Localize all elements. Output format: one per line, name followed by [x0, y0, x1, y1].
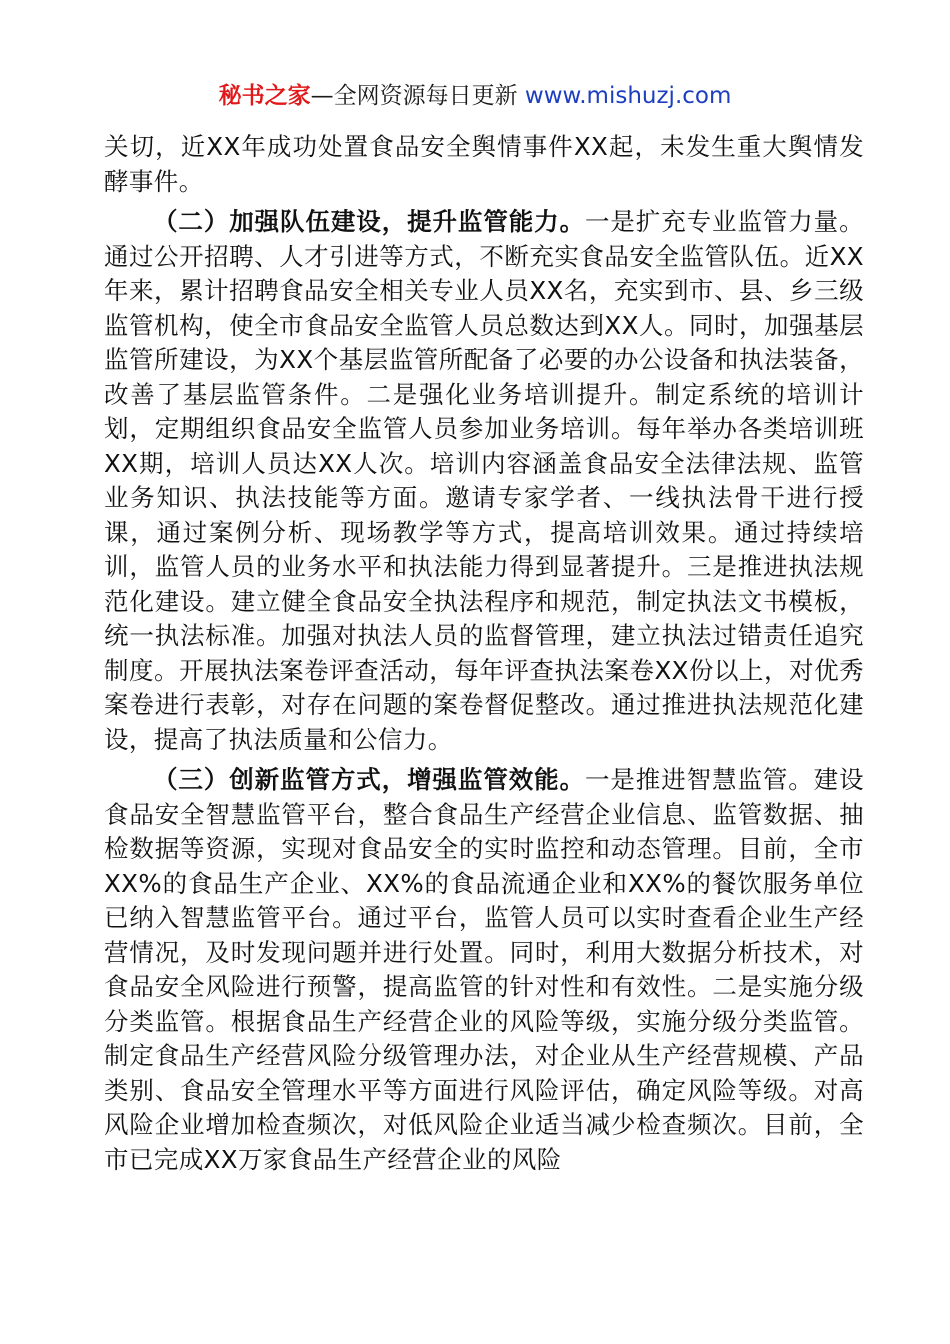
section-heading: （三）创新监管方式，增强监管效能。 [153, 765, 585, 794]
paragraph-text: 一是扩充专业监管力量。通过公开招聘、人才引进等方式，不断充实食品安全监管队伍。近XX年来，累计招聘食品安全相关专业人员XX名，充实到市、县、乡三级监管机构，使全市食品安全监管人员总数达到XX人。同时，加强基层监管所建设，为XX个基层监管所配备了必要的办公设备和执法装备，改善了基层监管条件。二是强化业务培训提升。制定系统的培训计划，定期组织食品安全监管人员参加业务培训。每年举办各类培训班XX期，培训人员达XX人次。培训内容涵盖食品安全法律法规、监管业务知识、执法技能等方面。邀请专家学者、一线执法骨干进行授课，通过案例分析、现场教学等方式，提高培训效果。通过持续培训，监管人员的业务水平和执法能力得到显著提升。三是推进执法规范化建设。建立健全食品安全执法程序和规范，制定执法文书模板，统一执法标准。加强对执法人员的监督管理，建立执法过错责任追究制度。开展执法案卷评查活动，每年评查执法案卷XX份以上，对优秀案卷进行表彰，对存在问题的案卷督促整改。通过推进执法规范化建设，提高了执法质量和公信力。 [104, 207, 864, 754]
paragraph-continuation [104, 130, 864, 199]
paragraph-text: 关切，近XX年成功处置食品安全舆情事件XX起，未发生重大舆情发酵事件。 [104, 132, 864, 196]
paragraph-team-building [104, 205, 864, 757]
paragraph-text: 一是推进智慧监管。建设食品安全智慧监管平台，整合食品生产经营企业信息、监管数据、抽检数据等资源，实现对食品安全的实时监控和动态管理。目前，全市XX%的食品生产企业、XX%的食品流通企业和XX%的餐饮服务单位已纳入智慧监管平台。通过平台，监管人员可以实时查看企业生产经营情况，及时发现问题并进行处置。同时，利用大数据分析技术，对食品安全风险进行预警，提高监管的针对性和有效性。二是实施分级分类监管。根据食品生产经营企业的风险等级，实施分级分类监管。制定食品生产经营风险分级管理办法，对企业从生产经营规模、产品类别、食品安全管理水平等方面进行风险评估，确定风险等级。对高风险企业增加检查频次，对低风险企业适当减少检查频次。目前，全市已完成XX万家食品生产经营企业的风险 [104, 765, 864, 1174]
section-heading: （二）加强队伍建设，提升监管能力。 [153, 207, 585, 236]
site-brand: 秘书之家 [218, 83, 311, 109]
header-tagline: —全网资源每日更新 [310, 83, 525, 109]
site-url-link[interactable]: www.mishuzj.com [524, 83, 732, 109]
paragraph-supervision-innovation [104, 763, 864, 1177]
page-header [0, 80, 950, 112]
document-body [104, 130, 864, 1183]
